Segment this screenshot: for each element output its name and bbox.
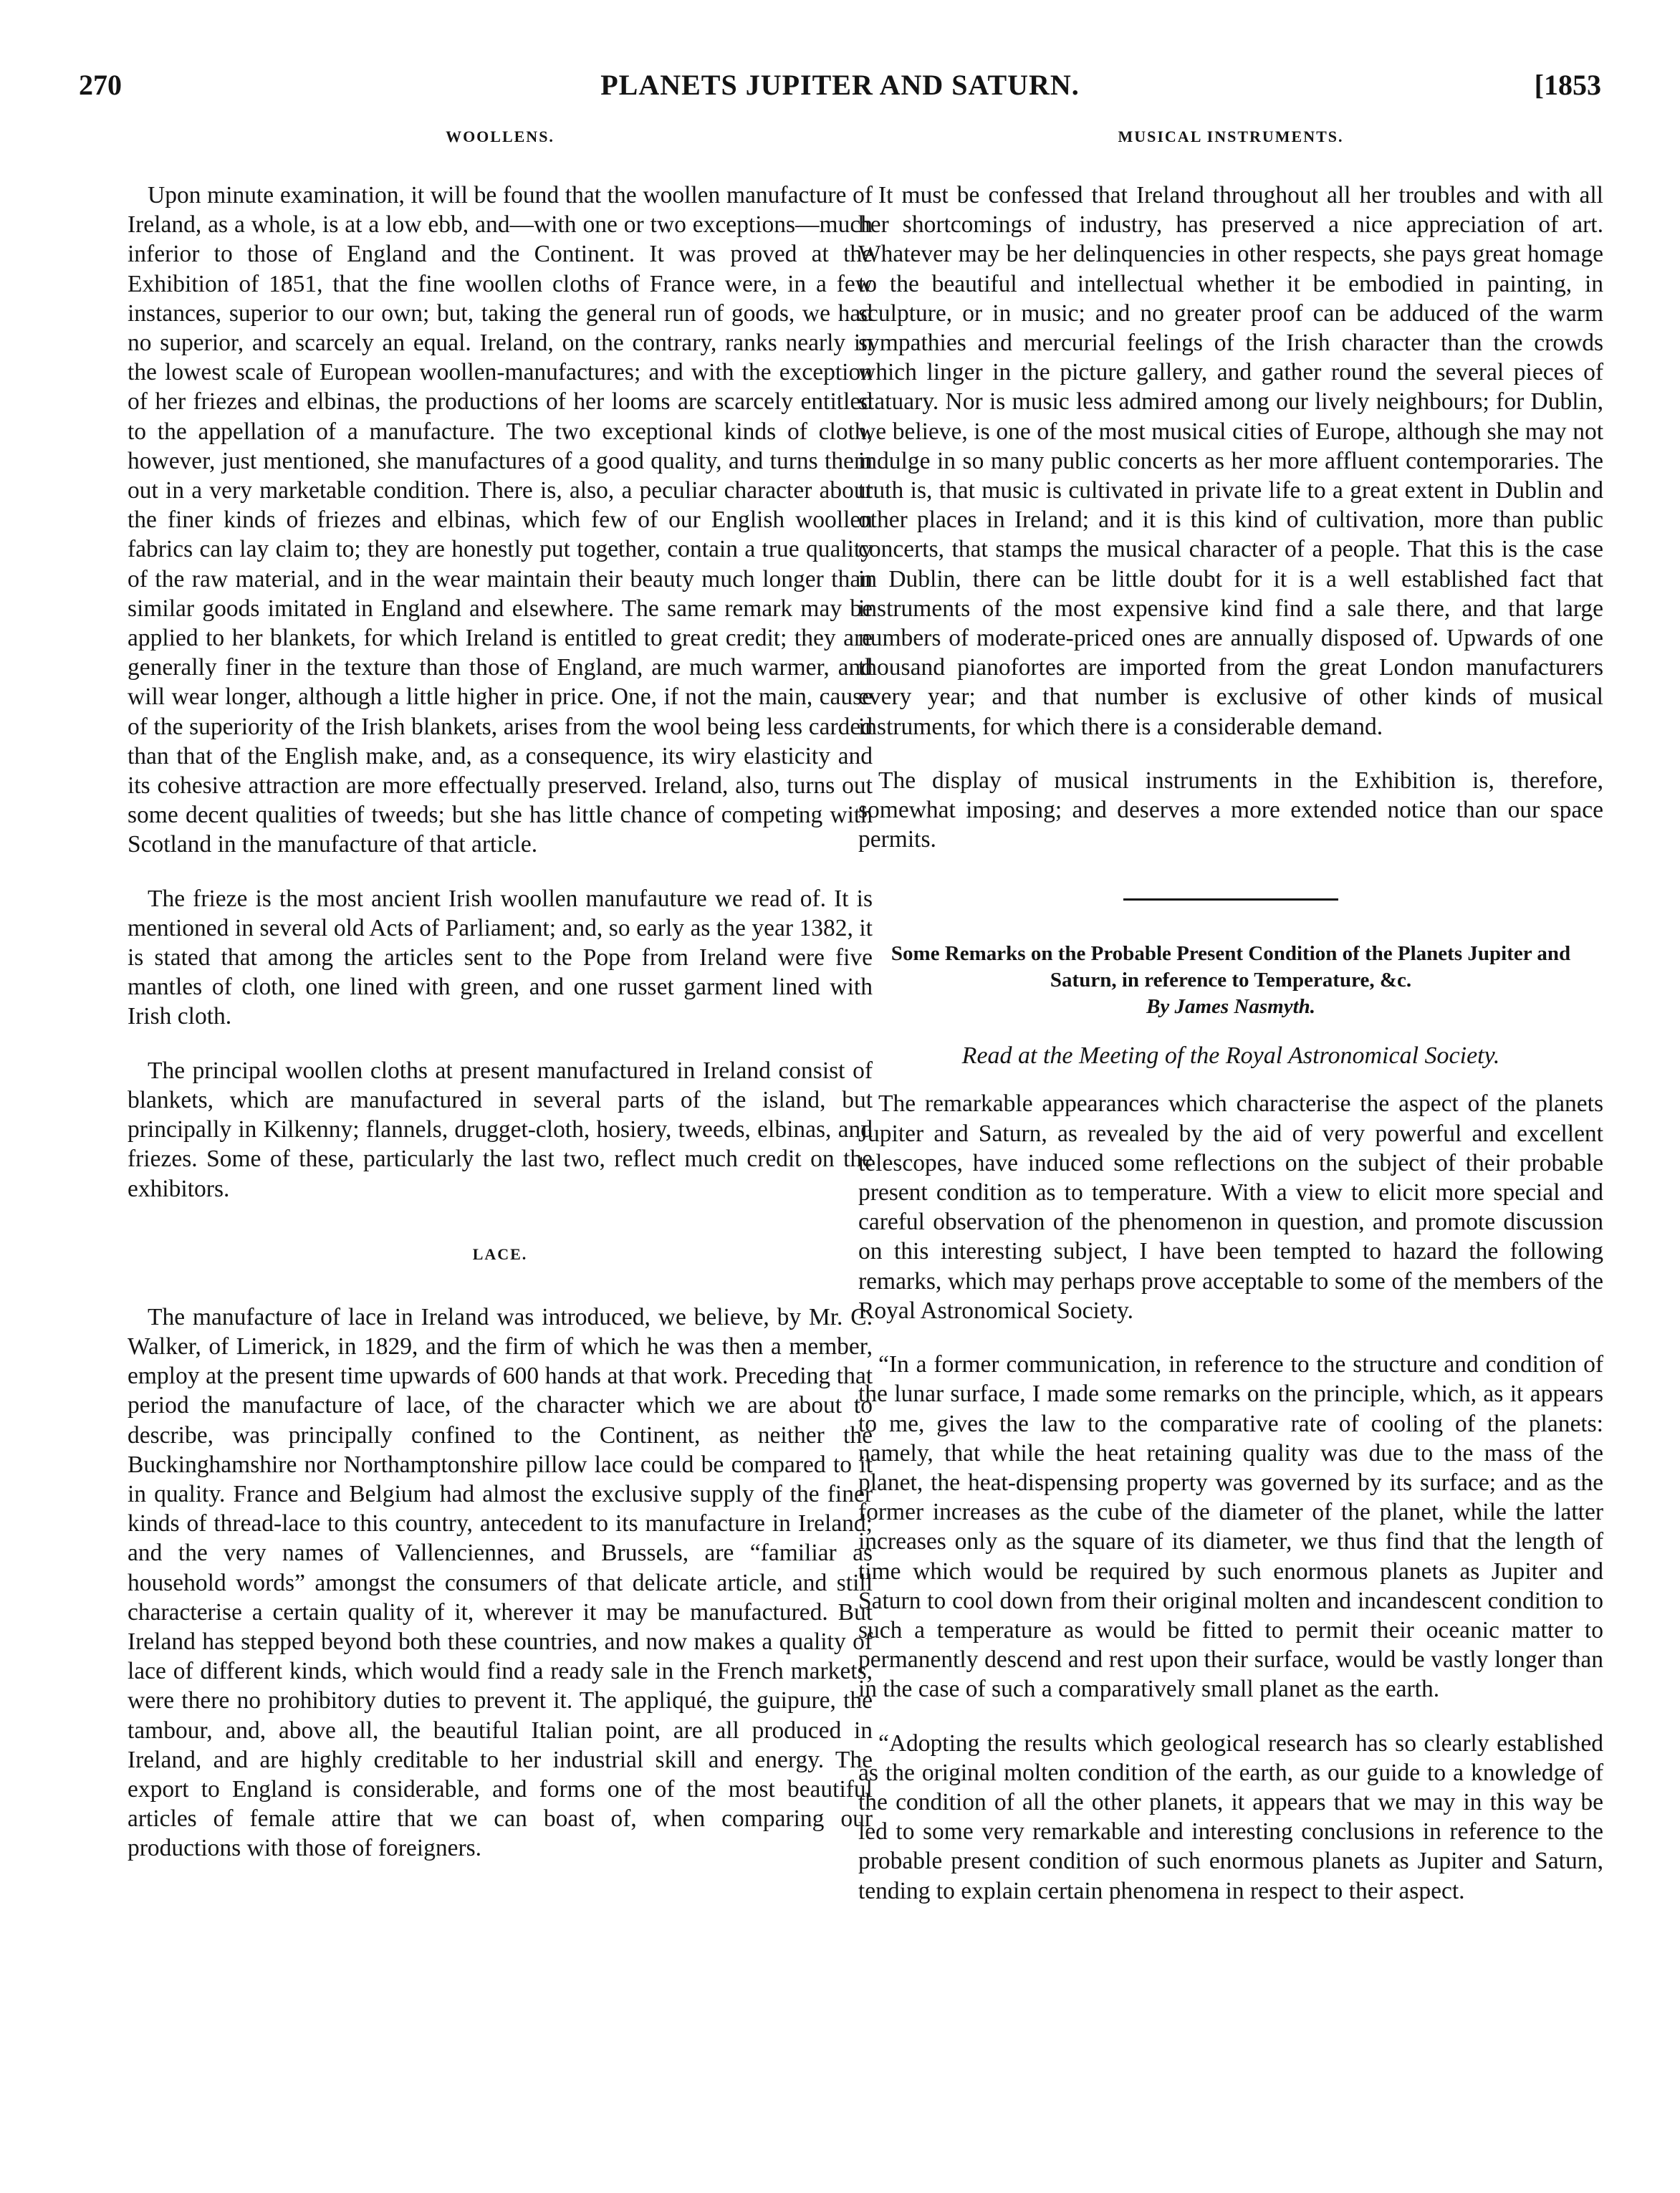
article-paragraph: The remarkable appearances which characterise the aspect of the planets Jupiter and Saturn, as revealed by the aid of very powerful and excellent telescopes, have induced some reflections on the subject of their probable present condition as to temperature. With a view to elicit more special and careful observation of the phenomenon in question, and promote discussion on this interesting subject, I have been tempted to hazard the following remarks, which may perhaps prove acceptable to some of the members of the Royal Astronomical Society. [858, 1090, 1603, 1324]
running-year: [1853 [1534, 69, 1601, 101]
article-paragraph: “Adopting the results which geological research has so clearly established as the original molten condition of the earth, as our guide to a knowledge of the condition of all the other planets, it appears that we may in this way be led to some very remarkable and interesting conclusions in reference to the probable present condition of such enormous planets as Jupiter and Saturn, tending to explain certain phenomena in respect to their aspect. [858, 1729, 1603, 1904]
read-at-note: Read at the Meeting of the Royal Astronomical Society. [961, 1042, 1500, 1070]
page-number: 270 [79, 69, 122, 101]
article-title: Some Remarks on the Probable Present Condition of the Planets Jupiter and Saturn, in reference to Temperature, &c. [891, 942, 1571, 992]
left-column [128, 128, 873, 1863]
woollens-paragraph: Upon minute examination, it will be found that the woollen manufacture of Ireland, as a whole, is at a low ebb, and—with one or two exceptions—much inferior to those of England and the Continent. It was proved at the Exhibition of 1851, that the fine woollen cloths of France were, in a few instances, superior to our own; but, taking the general run of goods, we had no superior, and scarcely an equal. Ireland, on the contrary, ranks nearly in the lowest scale of European woollen-manufactures; and with the exception of her friezes and elbinas, the productions of her looms are scarcely entitled to the appellation of a manufacture. The two exceptional kinds of cloth, however, just mentioned, she manufactures of a good quality, and turns them out in a very marketable condition. There is, also, a peculiar character about the finer kinds of friezes and elbinas, which few of our English woollen fabrics can lay claim to; they are honestly put together, contain a true quality of the raw material, and in the wear maintain their beauty much longer than similar goods imitated in England and elsewhere. The same remark may be applied to her blankets, for which Ireland is entitled to great credit; they are generally finer in the texture than those of England, are much warmer, and will wear longer, although a little higher in price. One, if not the main, cause of the superiority of the Irish blankets, arises from the wool being less carded than that of the English make, and, as a consequence, its wiry elasticity and its cohesive attraction are more effectually preserved. Ireland, also, turns out some decent qualities of tweeds; but she has little chance of competing with Scotland in the manufacture of that article. [128, 182, 873, 858]
woollens-paragraph: The frieze is the most ancient Irish woollen manufauture we read of. It is mentioned in several old Acts of Parliament; and, so early as the year 1382, it is stated that among the articles sent to the Pope from Ireland were five mantles of cloth, one lined with green, and one russet garment lined with Irish cloth. [128, 885, 873, 1030]
article-paragraph: “In a former communication, in reference to the structure and condition of the lunar surface, I made some remarks on the principle, which, as it appears to me, gives the law to the comparative rate of cooling of the planets: namely, that while the heat retaining quality was due to the mass of the planet, the heat-dispensing property was governed by its surface; and as the former increases as the cube of the diameter of the planet, while the latter increases only as the square of its diameter, we thus find that the length of time which would be required by such enormous planets as Jupiter and Saturn to cool down from their original molten and incandescent condition to such a temperature as would be fitted to permit their oceanic matter to permanently descend and rest upon their surface, would be vastly longer than in the case of such a comparatively small planet as the earth. [858, 1351, 1603, 1703]
woollens-heading: WOOLLENS. [446, 128, 555, 145]
music-paragraph: The display of musical instruments in the Exhibition is, therefore, somewhat imposing; and deserves a more extended notice than our space permits. [858, 767, 1603, 853]
section-divider-rule [1123, 898, 1338, 901]
article-author: By James Nasmyth. [1146, 995, 1316, 1019]
running-title: PLANETS JUPITER AND SATURN. [600, 69, 1080, 101]
lace-paragraph: The manufacture of lace in Ireland was introduced, we believe, by Mr. C. Walker, of Limerick, in 1829, and the firm of which he was then a member, employ at the present time upwards of 600 hands at that work. Preceding that period the manufacture of lace, of the character which we are about to describe, was principally confined to the Continent, as neither the Buckinghamshire nor Northamptonshire pillow lace could be compared to it in quality. France and Belgium had almost the exclusive supply of the finer kinds of thread-lace to this country, antecedent to its manufacture in Ireland; and the very names of Vallenciennes, and Brussels, are “familiar as household words” amongst the consumers of that delicate article, and still characterise a certain quality of it, wherever it may be manufactured. But Ireland has stepped beyond both these countries, and now makes a quality of lace of different kinds, which would find a ready sale in the French markets, were there no prohibitory duties to prevent it. The appliqué, the guipure, the tambour, and, above all, the beautiful Italian point, are all produced in Ireland, and are highly creditable to her industrial skill and energy. The export to England is considerable, and forms one of the most beautiful articles of female attire that we can boast of, when comparing our productions with those of foreigners. [128, 1303, 873, 1862]
running-head [79, 68, 1601, 111]
musical-instruments-heading: MUSICAL INSTRUMENTS. [1118, 128, 1344, 145]
woollens-paragraph: The principal woollen cloths at present manufactured in Ireland consist of blankets, which are manufactured in several parts of the island, but principally in Kilkenny; flannels, drugget-cloth, hosiery, tweeds, elbinas, and friezes. Some of these, particularly the last two, reflect much credit on the exhibitors. [128, 1057, 873, 1202]
lace-heading: LACE. [472, 1244, 528, 1263]
right-column [858, 128, 1603, 1906]
music-paragraph: It must be confessed that Ireland throughout all her troubles and with all her shortcomings of industry, has preserved a nice appreciation of art. Whatever may be her delinquencies in other respects, she pays great homage to the beautiful and intellectual whether it be embodied in painting, in sculpture, or in music; and no greater proof can be adduced of the warm sympathies and mercurial feelings of the Irish character than the crowds which linger in the picture gallery, and gather round the several pieces of statuary. Nor is music less admired among our lively neighbours; for Dublin, we believe, is one of the most musical cities of Europe, although she may not indulge in so many public concerts as her more affluent contemporaries. The truth is, that music is cultivated in private life to a great extent in Dublin and other places in Ireland; and it is this kind of cultivation, more than public concerts, that stamps the musical character of a people. That this is the case in Dublin, there can be little doubt for it is a well established fact that instruments of the most expensive kind find a sale there, and that large numbers of moderate-priced ones are annually disposed of. Upwards of one thousand pianofortes are imported from the great London manufacturers every year; and that number is exclusive of other kinds of musical instruments, for which there is a considerable demand. [858, 182, 1603, 740]
